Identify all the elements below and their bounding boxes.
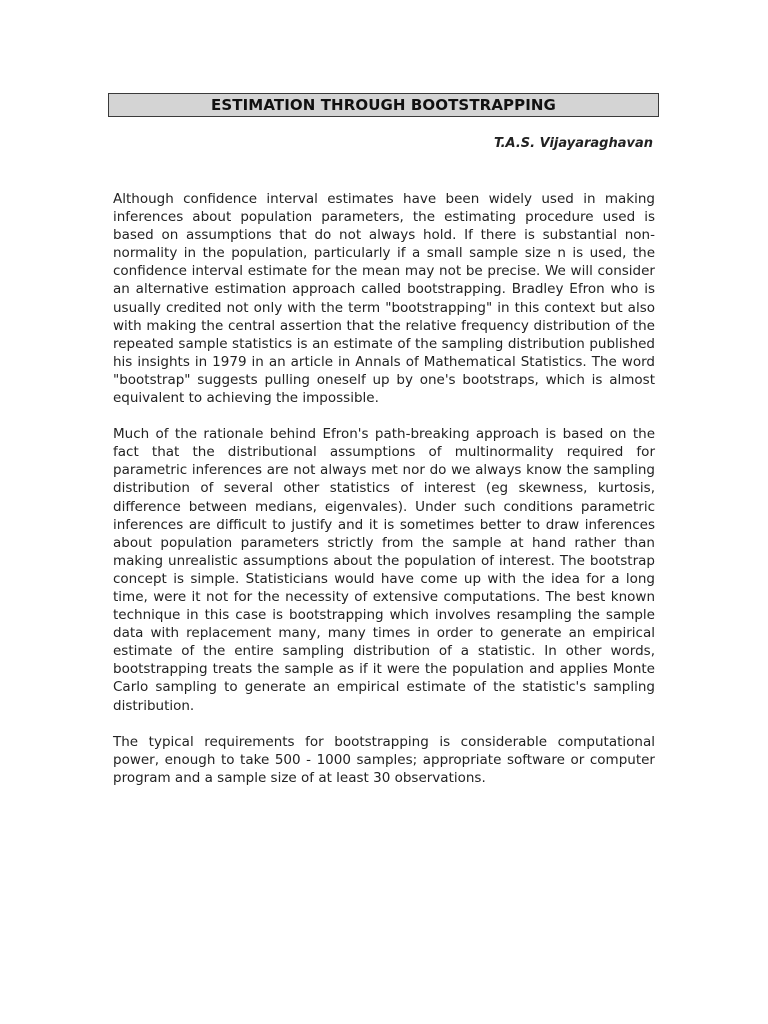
author-name: T.A.S. Vijayaraghavan [493,136,653,151]
paragraph: The typical requirements for bootstrapping is considerable computational power, enough to take 500 - 1000 samples; appropriate software or computer program and a sample size of at least 30 observations. [113,733,655,786]
document-title: ESTIMATION THROUGH BOOTSTRAPPING [211,96,556,114]
document-body [113,190,655,805]
paragraph: Much of the rationale behind Efron's path-breaking approach is based on the fact that the distributional assumptions of multinormality required for parametric inferences are not always met nor do we always know the sampling distribution of several other statistics of interest (eg skewness, kurtosis, difference between medians, eigenvales). Under such conditions parametric inferences are difficult to justify and it is sometimes better to draw inferences about population parameters strictly from the sample at hand rather than making unrealistic assumptions about the population of interest. The bootstrap concept is simple. Statisticians would have come up with the idea for a long time, were it not for the necessity of extensive computations. The best known technique in this case is bootstrapping which involves resampling the sample data with replacement many, many times in order to generate an empirical estimate of the entire sampling distribution of a statistic. In other words, bootstrapping treats the sample as if it were the population and applies Monte Carlo sampling to generate an empirical estimate of the statistic's sampling distribution. [113,426,655,714]
title-banner [108,93,659,117]
paragraph: Although confidence interval estimates have been widely used in making inferences about population parameters, the estimating procedure used is based on assumptions that do not always hold. If there is substantial non-normality in the population, particularly if a small sample size n is used, the confidence interval estimate for the mean may not be precise. We will consider an alternative estimation approach called bootstrapping. Bradley Efron who is usually credited not only with the term "bootstrapping" in this context but also with making the central assertion that the relative frequency distribution of the repeated sample statistics is an estimate of the sampling distribution published his insights in 1979 in an article in Annals of Mathematical Statistics. The word "bootstrap" suggests pulling oneself up by one's bootstraps, which is almost equivalent to achieving the impossible. [113,191,655,407]
